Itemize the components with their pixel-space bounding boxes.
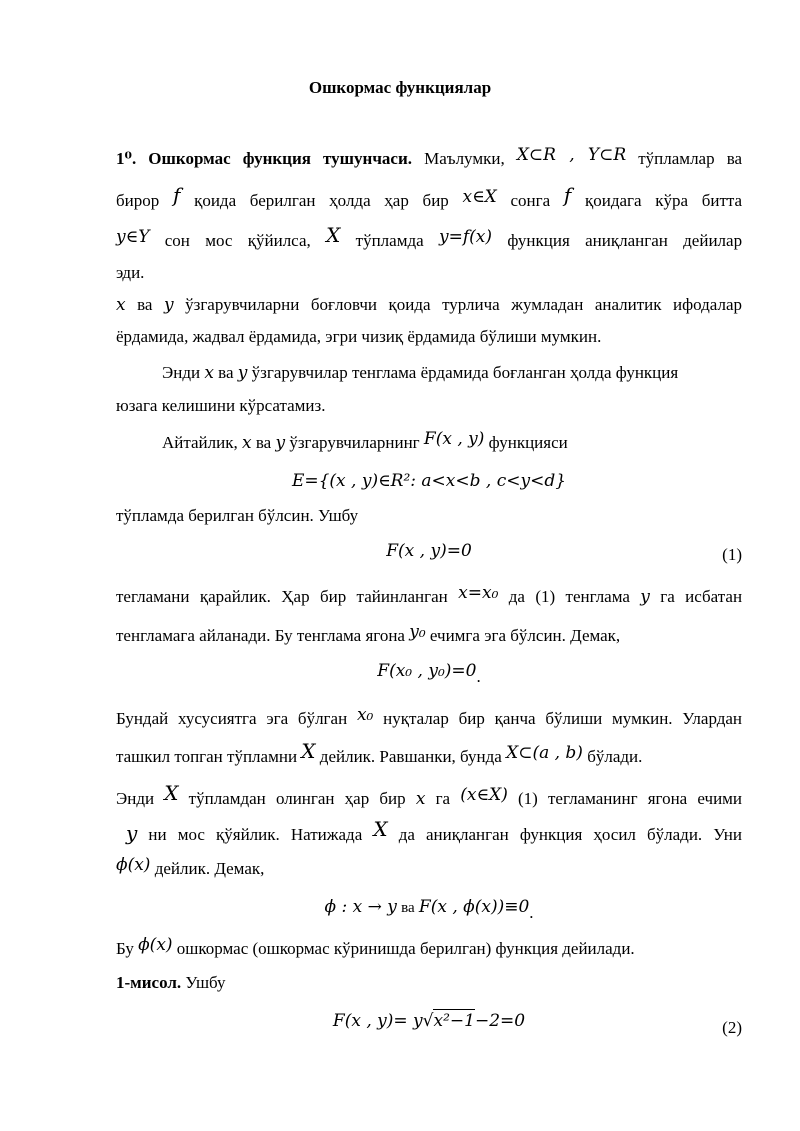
math-sets: X⊂R , Y⊂R: [516, 145, 627, 165]
para8-line1: Бу ϕ(x) ошкормас (ошкормас кўринишда берилган) функция дейилади.: [116, 935, 635, 958]
math-phi-map: ϕ : x → y ва F(x , ϕ(x))≡0.: [324, 897, 534, 922]
para1-line3: y∈Y сон мос қўйилса, X тўпламда y=f(x) функция аниқланган дейилар: [116, 223, 743, 250]
math-X: X: [373, 817, 388, 841]
para3-line2: юзага келишини кўрсатамиз.: [116, 396, 326, 415]
math-phi-x: ϕ(x): [138, 935, 173, 955]
para2-line1: x ва y ўзгарувчиларни боғловчи қоида турлича жумладан аналитик ифодалар: [116, 295, 743, 315]
sqrt-sign: √: [422, 1011, 434, 1031]
para5-line1: тегламани қарайлик. Ҳар бир тайинланган x=x₀ да (1) тенглама y га исбатан: [116, 583, 743, 607]
math-y-in-Y: y∈Y: [116, 227, 150, 247]
math-y-eq-fx: y=f(x): [439, 227, 492, 247]
equation-1-number: (1): [722, 545, 742, 564]
math-x-eq-x0: x=x₀: [458, 583, 499, 603]
example-label: 1-мисол.: [116, 973, 182, 992]
math-set-E: E={(x , y)∈R²: a<x<b , c<y<d}: [291, 471, 567, 491]
math-f: f: [172, 183, 181, 207]
math-x-in-X: x∈X: [462, 187, 497, 207]
page-title: Ошкормас функциялар: [308, 78, 492, 97]
math-x0: x₀: [356, 705, 374, 725]
math-f: f: [563, 183, 572, 207]
para4-line3: тўпламда берилган бўлсин. Ушбу: [116, 506, 359, 525]
math-X-subset-ab: X⊂(a , b): [506, 743, 583, 763]
para7-line1: Энди X тўпламдан олинган ҳар бир x га (x∈X) (1) тегламанинг ягона ечими: [116, 781, 743, 809]
para6-line2: ташкил топган тўпламни X дейлик. Равшанки, бунда X⊂(a , b) бўлади.: [116, 739, 643, 766]
para1-line1: 1⁰. Ошкормас функция тушунчаси. Маълумки, X⊂R , Y⊂R тўпламлар ва: [116, 145, 743, 168]
para2-line2: ёрдамида, жадвал ёрдамида, эгри чизиқ ёрдамида бўлиши мумкин.: [116, 327, 602, 346]
para1-line2: бирор f қоида берилган ҳолда ҳар бир x∈X сонга f қоидага кўра битта: [116, 183, 743, 210]
math-phi-x: ϕ(x): [116, 855, 151, 875]
para7-line2: y ни мос қўяйлик. Натижада X да аниқланган функция ҳосил бўлади. Уни: [126, 817, 743, 845]
para3-line1: Энди x ва y ўзгарувчилар тенглама ёрдамида боғланган ҳолда функция: [162, 363, 679, 383]
section-heading: 1⁰. Ошкормас функция тушунчаси.: [116, 149, 413, 168]
math-y0: y₀: [409, 622, 426, 642]
para6-line1: Бундай хусусиятга эга бўлган x₀ нуқталар бир қанча бўлиши мумкин. Улардан: [116, 705, 743, 728]
math-F-xy: F(x , y): [423, 429, 485, 449]
equation-1: F(x , y)=0: [386, 541, 472, 561]
math-F-x0-y0: F(x₀ , y₀)=0.: [377, 661, 481, 686]
para1-line4: эди.: [116, 263, 145, 282]
equation-2: F(x , y)= y√x²−1−2=0: [332, 1011, 526, 1031]
math-x-in-X: (x∈X): [460, 785, 508, 805]
math-X: X: [301, 739, 316, 763]
equation-2-number: (2): [722, 1018, 742, 1037]
example-heading: 1-мисол. Ушбу: [116, 973, 226, 992]
para5-line2: тенгламага айланади. Бу тенглама ягона y₀ ечимга эга бўлсин. Демак,: [116, 622, 621, 645]
para4-line1: Айтайлик, x ва y ўзгарувчиларнинг F(x , y) функцияси: [162, 429, 568, 453]
radicand: x²−1: [433, 1011, 475, 1031]
math-X: X: [326, 223, 341, 247]
para7-line3: ϕ(x) дейлик. Демак,: [116, 855, 265, 878]
math-X: X: [164, 781, 179, 805]
